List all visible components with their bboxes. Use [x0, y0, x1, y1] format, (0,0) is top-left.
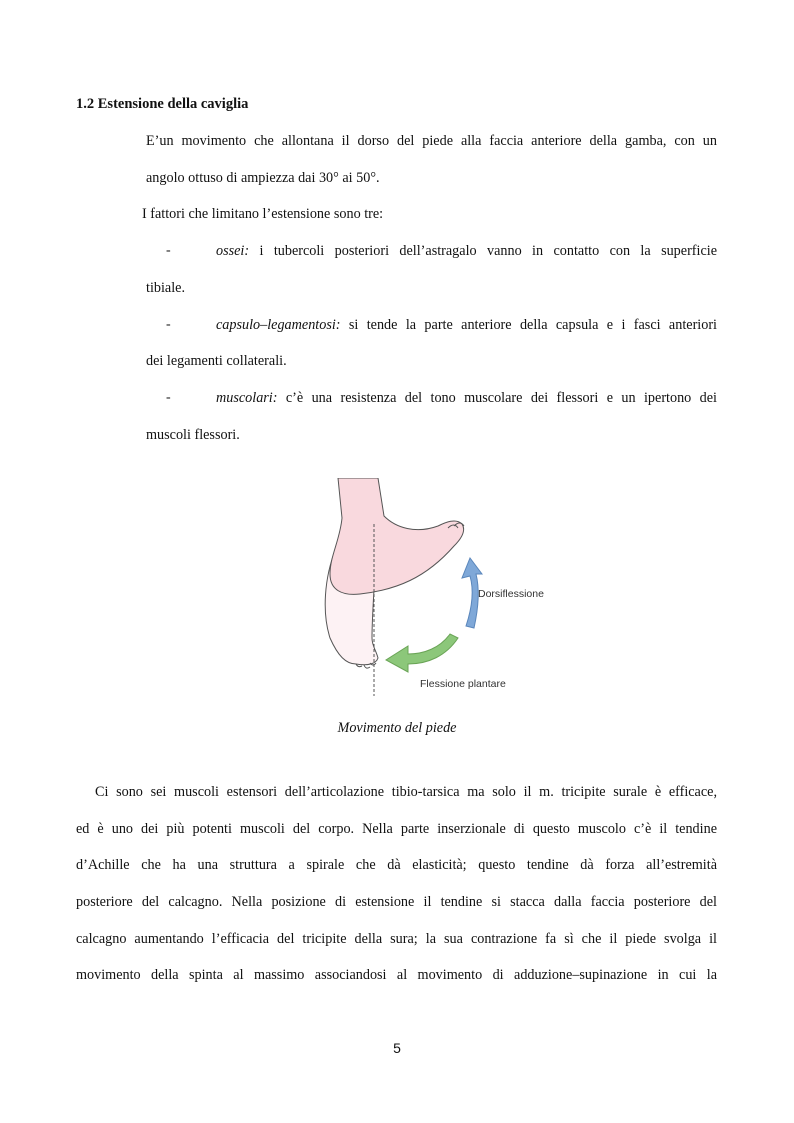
- label-dorsiflessione: Dorsiflessione: [478, 588, 544, 600]
- list-text: si tende la parte anteriore della capsula e i fasci anteriori: [340, 317, 717, 333]
- list-item-capsulo-legamentosi: [216, 317, 717, 334]
- plantar-flexion-arrow: [386, 634, 458, 672]
- list-term: capsulo–legamentosi:: [216, 317, 341, 333]
- intro-line-3: I fattori che limitano l’estensione sono tre:: [142, 206, 384, 222]
- list-bullet-dash: -: [166, 317, 171, 332]
- figure-caption: Movimento del piede: [337, 720, 457, 736]
- section-heading: 1.2 Estensione della caviglia: [76, 96, 249, 112]
- page-number: 5: [393, 1040, 401, 1056]
- list-bullet-dash: -: [166, 243, 171, 258]
- list-item-continuation: dei legamenti collaterali.: [146, 353, 287, 369]
- list-bullet-dash: -: [166, 390, 171, 405]
- label-flessione-plantare: Flessione plantare: [420, 678, 506, 690]
- list-item-muscolari: [216, 390, 717, 407]
- paragraph-line: posteriore del calcagno. Nella posizione di estensione il tendine si stacca dalla faccia posteriore del: [76, 894, 717, 910]
- list-term: muscolari:: [216, 390, 278, 406]
- list-item-continuation: muscoli flessori.: [146, 427, 240, 443]
- intro-line-1: E’un movimento che allontana il dorso del piede alla faccia anteriore della gamba, con un: [146, 133, 717, 149]
- paragraph-line: calcagno aumentando l’efficacia del tricipite della sura; la sua contrazione fa sì che il piede svolga il: [76, 931, 717, 947]
- list-text: c’è una resistenza del tono muscolare dei flessori e un ipertono dei: [277, 390, 717, 406]
- paragraph-line: d’Achille che ha una struttura a spirale che dà elasticità; questo tendine dà forza all’estremità: [76, 857, 717, 873]
- list-term: ossei:: [216, 243, 250, 259]
- dorsiflexed-foot: [330, 478, 464, 594]
- paragraph-line: movimento della spinta al massimo associandosi al movimento di adduzione–supinazione in cui la: [76, 967, 717, 983]
- foot-illustration: [316, 478, 552, 696]
- foot-movement-figure: [316, 478, 552, 696]
- list-item-continuation: tibiale.: [146, 280, 186, 296]
- list-text: i tubercoli posteriori dell’astragalo vanno in contatto con la superficie: [249, 243, 717, 259]
- paragraph-line: Ci sono sei muscoli estensori dell’articolazione tibio-tarsica ma solo il m. tricipite surale è efficace,: [95, 784, 717, 800]
- paragraph-line: ed è uno dei più potenti muscoli del corpo. Nella parte inserzionale di questo muscolo c’è il tendine: [76, 821, 717, 837]
- intro-line-2: angolo ottuso di ampiezza dai 30° ai 50°.: [146, 170, 380, 186]
- list-item-ossei: [216, 243, 717, 260]
